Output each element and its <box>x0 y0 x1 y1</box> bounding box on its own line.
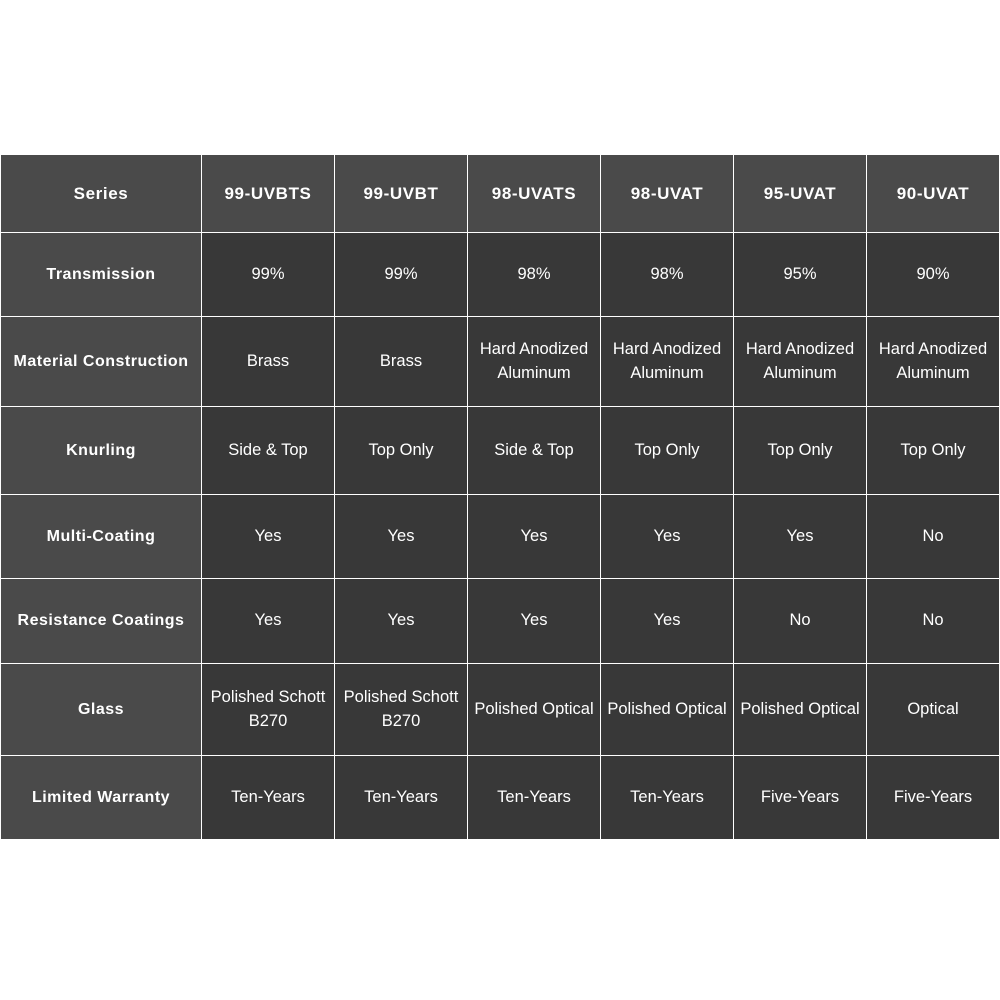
cell-multicoating-6: No <box>867 495 1000 579</box>
cell-transmission-2: 99% <box>335 233 468 317</box>
cell-multicoating-2: Yes <box>335 495 468 579</box>
header-column-4: 98-UVAT <box>601 155 734 233</box>
cell-transmission-1: 99% <box>202 233 335 317</box>
cell-transmission-3: 98% <box>468 233 601 317</box>
cell-transmission-6: 90% <box>867 233 1000 317</box>
row-label-resistance-coatings: Resistance Coatings <box>1 579 202 664</box>
header-column-3: 98-UVATS <box>468 155 601 233</box>
table-row <box>1 233 1000 317</box>
cell-resistance-5: No <box>734 579 867 664</box>
cell-knurling-6: Top Only <box>867 407 1000 495</box>
table-row <box>1 495 1000 579</box>
header-column-6: 90-UVAT <box>867 155 1000 233</box>
row-label-material-construction: Material Construction <box>1 317 202 407</box>
cell-knurling-3: Side & Top <box>468 407 601 495</box>
header-column-1: 99-UVBTS <box>202 155 335 233</box>
cell-resistance-4: Yes <box>601 579 734 664</box>
cell-glass-6: Optical <box>867 664 1000 756</box>
cell-material-2: Brass <box>335 317 468 407</box>
table-body <box>1 233 1000 840</box>
cell-material-4: Hard Anodized Aluminum <box>601 317 734 407</box>
table-row <box>1 579 1000 664</box>
cell-multicoating-5: Yes <box>734 495 867 579</box>
header-series-label: Series <box>1 155 202 233</box>
header-column-5: 95-UVAT <box>734 155 867 233</box>
table-row <box>1 407 1000 495</box>
header-column-2: 99-UVBT <box>335 155 468 233</box>
table-header-row <box>1 155 1000 233</box>
cell-material-6: Hard Anodized Aluminum <box>867 317 1000 407</box>
table-row <box>1 317 1000 407</box>
cell-glass-3: Polished Optical <box>468 664 601 756</box>
cell-transmission-4: 98% <box>601 233 734 317</box>
cell-glass-4: Polished Optical <box>601 664 734 756</box>
cell-resistance-1: Yes <box>202 579 335 664</box>
cell-warranty-4: Ten-Years <box>601 756 734 840</box>
cell-multicoating-3: Yes <box>468 495 601 579</box>
row-label-transmission: Transmission <box>1 233 202 317</box>
cell-knurling-1: Side & Top <box>202 407 335 495</box>
row-label-knurling: Knurling <box>1 407 202 495</box>
cell-knurling-4: Top Only <box>601 407 734 495</box>
product-comparison-table <box>0 154 1000 840</box>
cell-knurling-2: Top Only <box>335 407 468 495</box>
cell-transmission-5: 95% <box>734 233 867 317</box>
cell-resistance-2: Yes <box>335 579 468 664</box>
cell-warranty-5: Five-Years <box>734 756 867 840</box>
cell-warranty-1: Ten-Years <box>202 756 335 840</box>
cell-warranty-2: Ten-Years <box>335 756 468 840</box>
cell-material-5: Hard Anodized Aluminum <box>734 317 867 407</box>
cell-resistance-6: No <box>867 579 1000 664</box>
cell-glass-1: Polished Schott B270 <box>202 664 335 756</box>
table-header <box>1 155 1000 233</box>
cell-multicoating-4: Yes <box>601 495 734 579</box>
row-label-limited-warranty: Limited Warranty <box>1 756 202 840</box>
table-row <box>1 664 1000 756</box>
cell-warranty-3: Ten-Years <box>468 756 601 840</box>
cell-multicoating-1: Yes <box>202 495 335 579</box>
cell-knurling-5: Top Only <box>734 407 867 495</box>
row-label-multi-coating: Multi-Coating <box>1 495 202 579</box>
cell-resistance-3: Yes <box>468 579 601 664</box>
cell-material-3: Hard Anodized Aluminum <box>468 317 601 407</box>
cell-glass-2: Polished Schott B270 <box>335 664 468 756</box>
cell-warranty-6: Five-Years <box>867 756 1000 840</box>
cell-material-1: Brass <box>202 317 335 407</box>
table-row <box>1 756 1000 840</box>
cell-glass-5: Polished Optical <box>734 664 867 756</box>
row-label-glass: Glass <box>1 664 202 756</box>
